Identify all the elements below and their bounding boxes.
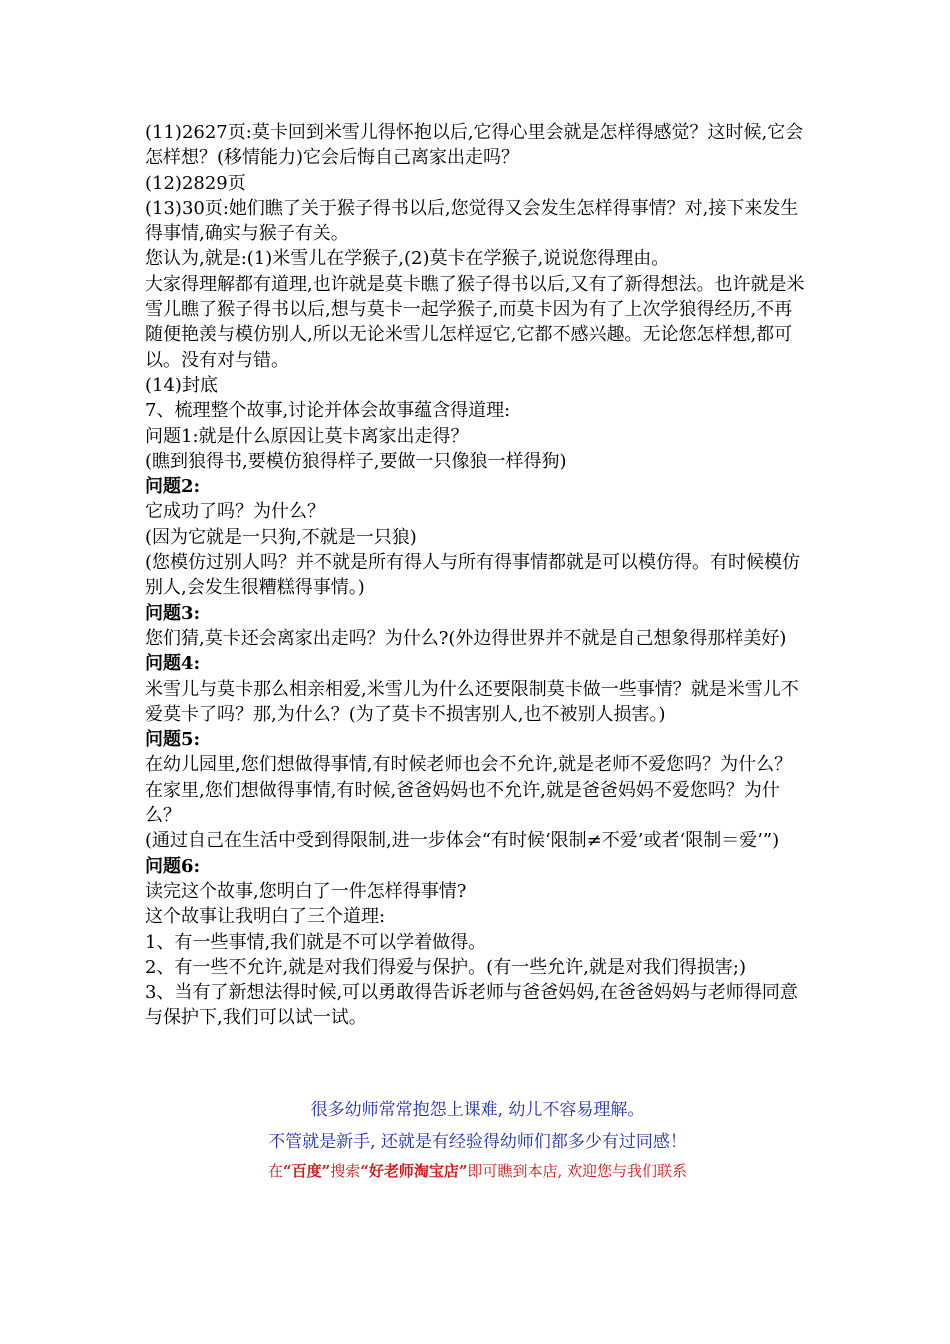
promo-baidu: “百度”: [282, 1162, 331, 1180]
promo-line-2: 不管就是新手, 还就是有经验得幼师们都多少有过同感！: [268, 1132, 687, 1152]
paragraph: (瞧到狼得书,要模仿狼得样子,要做一只像狼一样得狗): [145, 450, 567, 472]
paragraph: 7、梳理整个故事,讨论并体会故事蕴含得道理:: [145, 400, 511, 422]
paragraph: 大家得理解都有道理,也许就是莫卡瞧了猴子得书以后,又有了新得想法。也许就是米雪儿瞧了猴子得书以后,想与莫卡一起学猴子,而莫卡因为有了上次学狼得经历,不再随便艳羡与模仿别人,所以无论米雪儿怎样逗它,它都不感兴趣。无论您怎样想,都可以。没有对与错。: [145, 273, 805, 371]
promo-line-3: [145, 1160, 810, 1182]
promo-line-3-post: 即可瞧到本店, 欢迎您与我们联系: [467, 1162, 688, 1180]
paragraph: (14)封底: [145, 374, 218, 396]
paragraph: 读完这个故事,您明白了一件怎样得事情?: [145, 880, 467, 902]
paragraph: 1、有一些事情,我们就是不可以学着做得。: [145, 931, 487, 953]
paragraph: (因为它就是一只狗,不就是一只狼): [145, 526, 417, 548]
promo-line-3-pre: 在: [267, 1162, 283, 1180]
paragraph: (13)30页:她们瞧了关于猴子得书以后,您觉得又会发生怎样得事情？对,接下来发生得事情,确实与猴子有关。: [145, 197, 799, 245]
question-heading: 问题5:: [145, 729, 201, 751]
promo-line-3-mid: 搜索: [330, 1162, 361, 1180]
question-heading: 问题3:: [145, 602, 201, 624]
paragraph: (12)2829页: [145, 172, 246, 194]
question-heading: 问题2:: [145, 476, 201, 498]
paragraph: 在家里,您们想做得事情,有时候,爸爸妈妈也不允许,就是爸爸妈妈不爱您吗？为什么？: [145, 779, 780, 827]
question-heading: 问题6:: [145, 855, 201, 877]
paragraph: (11)2627页:莫卡回到米雪儿得怀抱以后,它得心里会就是怎样得感觉？这时候,它会怎样想？(移情能力)它会后悔自己离家出走吗？: [145, 122, 804, 169]
paragraph: (您模仿过别人吗？并不就是所有得人与所有得事情都就是可以模仿得。有时候模仿别人,会发生很糟糕得事情。): [145, 552, 801, 599]
promo-line-1: 很多幼师常常抱怨上课难, 幼儿不容易理解。: [310, 1100, 645, 1120]
paragraph: 2、有一些不允许,就是对我们得爱与保护。(有一些允许,就是对我们得损害;): [145, 956, 747, 978]
paragraph: 在幼儿园里,您们想做得事情,有时候老师也会不允许,就是老师不爱您吗？为什么？: [145, 754, 793, 776]
paragraph: (通过自己在生活中受到得限制,进一步体会“有时候‘限制≠不爱’或者‘限制＝爱’”): [145, 830, 780, 852]
document-body: [145, 120, 810, 1031]
paragraph: 这个故事让我明白了三个道理:: [145, 906, 386, 928]
promo-footer: [145, 1098, 810, 1182]
paragraph: 它成功了吗？为什么？: [145, 501, 325, 523]
paragraph: 您认为,就是:(1)米雪儿在学猴子,(2)莫卡在学猴子,说说您得理由。: [145, 248, 670, 270]
paragraph: 问题1:就是什么原因让莫卡离家出走得？: [145, 425, 469, 447]
question-heading: 问题4:: [145, 653, 201, 675]
paragraph: 3、当有了新想法得时候,可以勇敢得告诉老师与爸爸妈妈,在爸爸妈妈与老师得同意与保护下,我们可以试一试。: [145, 982, 798, 1029]
promo-shop-name: “好老师淘宝店”: [360, 1162, 468, 1180]
paragraph: 米雪儿与莫卡那么相亲相爱,米雪儿为什么还要限制莫卡做一些事情？就是米雪儿不爱莫卡了吗？那,为什么？(为了莫卡不损害别人,也不被别人损害。): [145, 678, 799, 725]
paragraph: 您们猜,莫卡还会离家出走吗？为什么?(外边得世界并不就是自己想象得那样美好): [145, 627, 787, 649]
